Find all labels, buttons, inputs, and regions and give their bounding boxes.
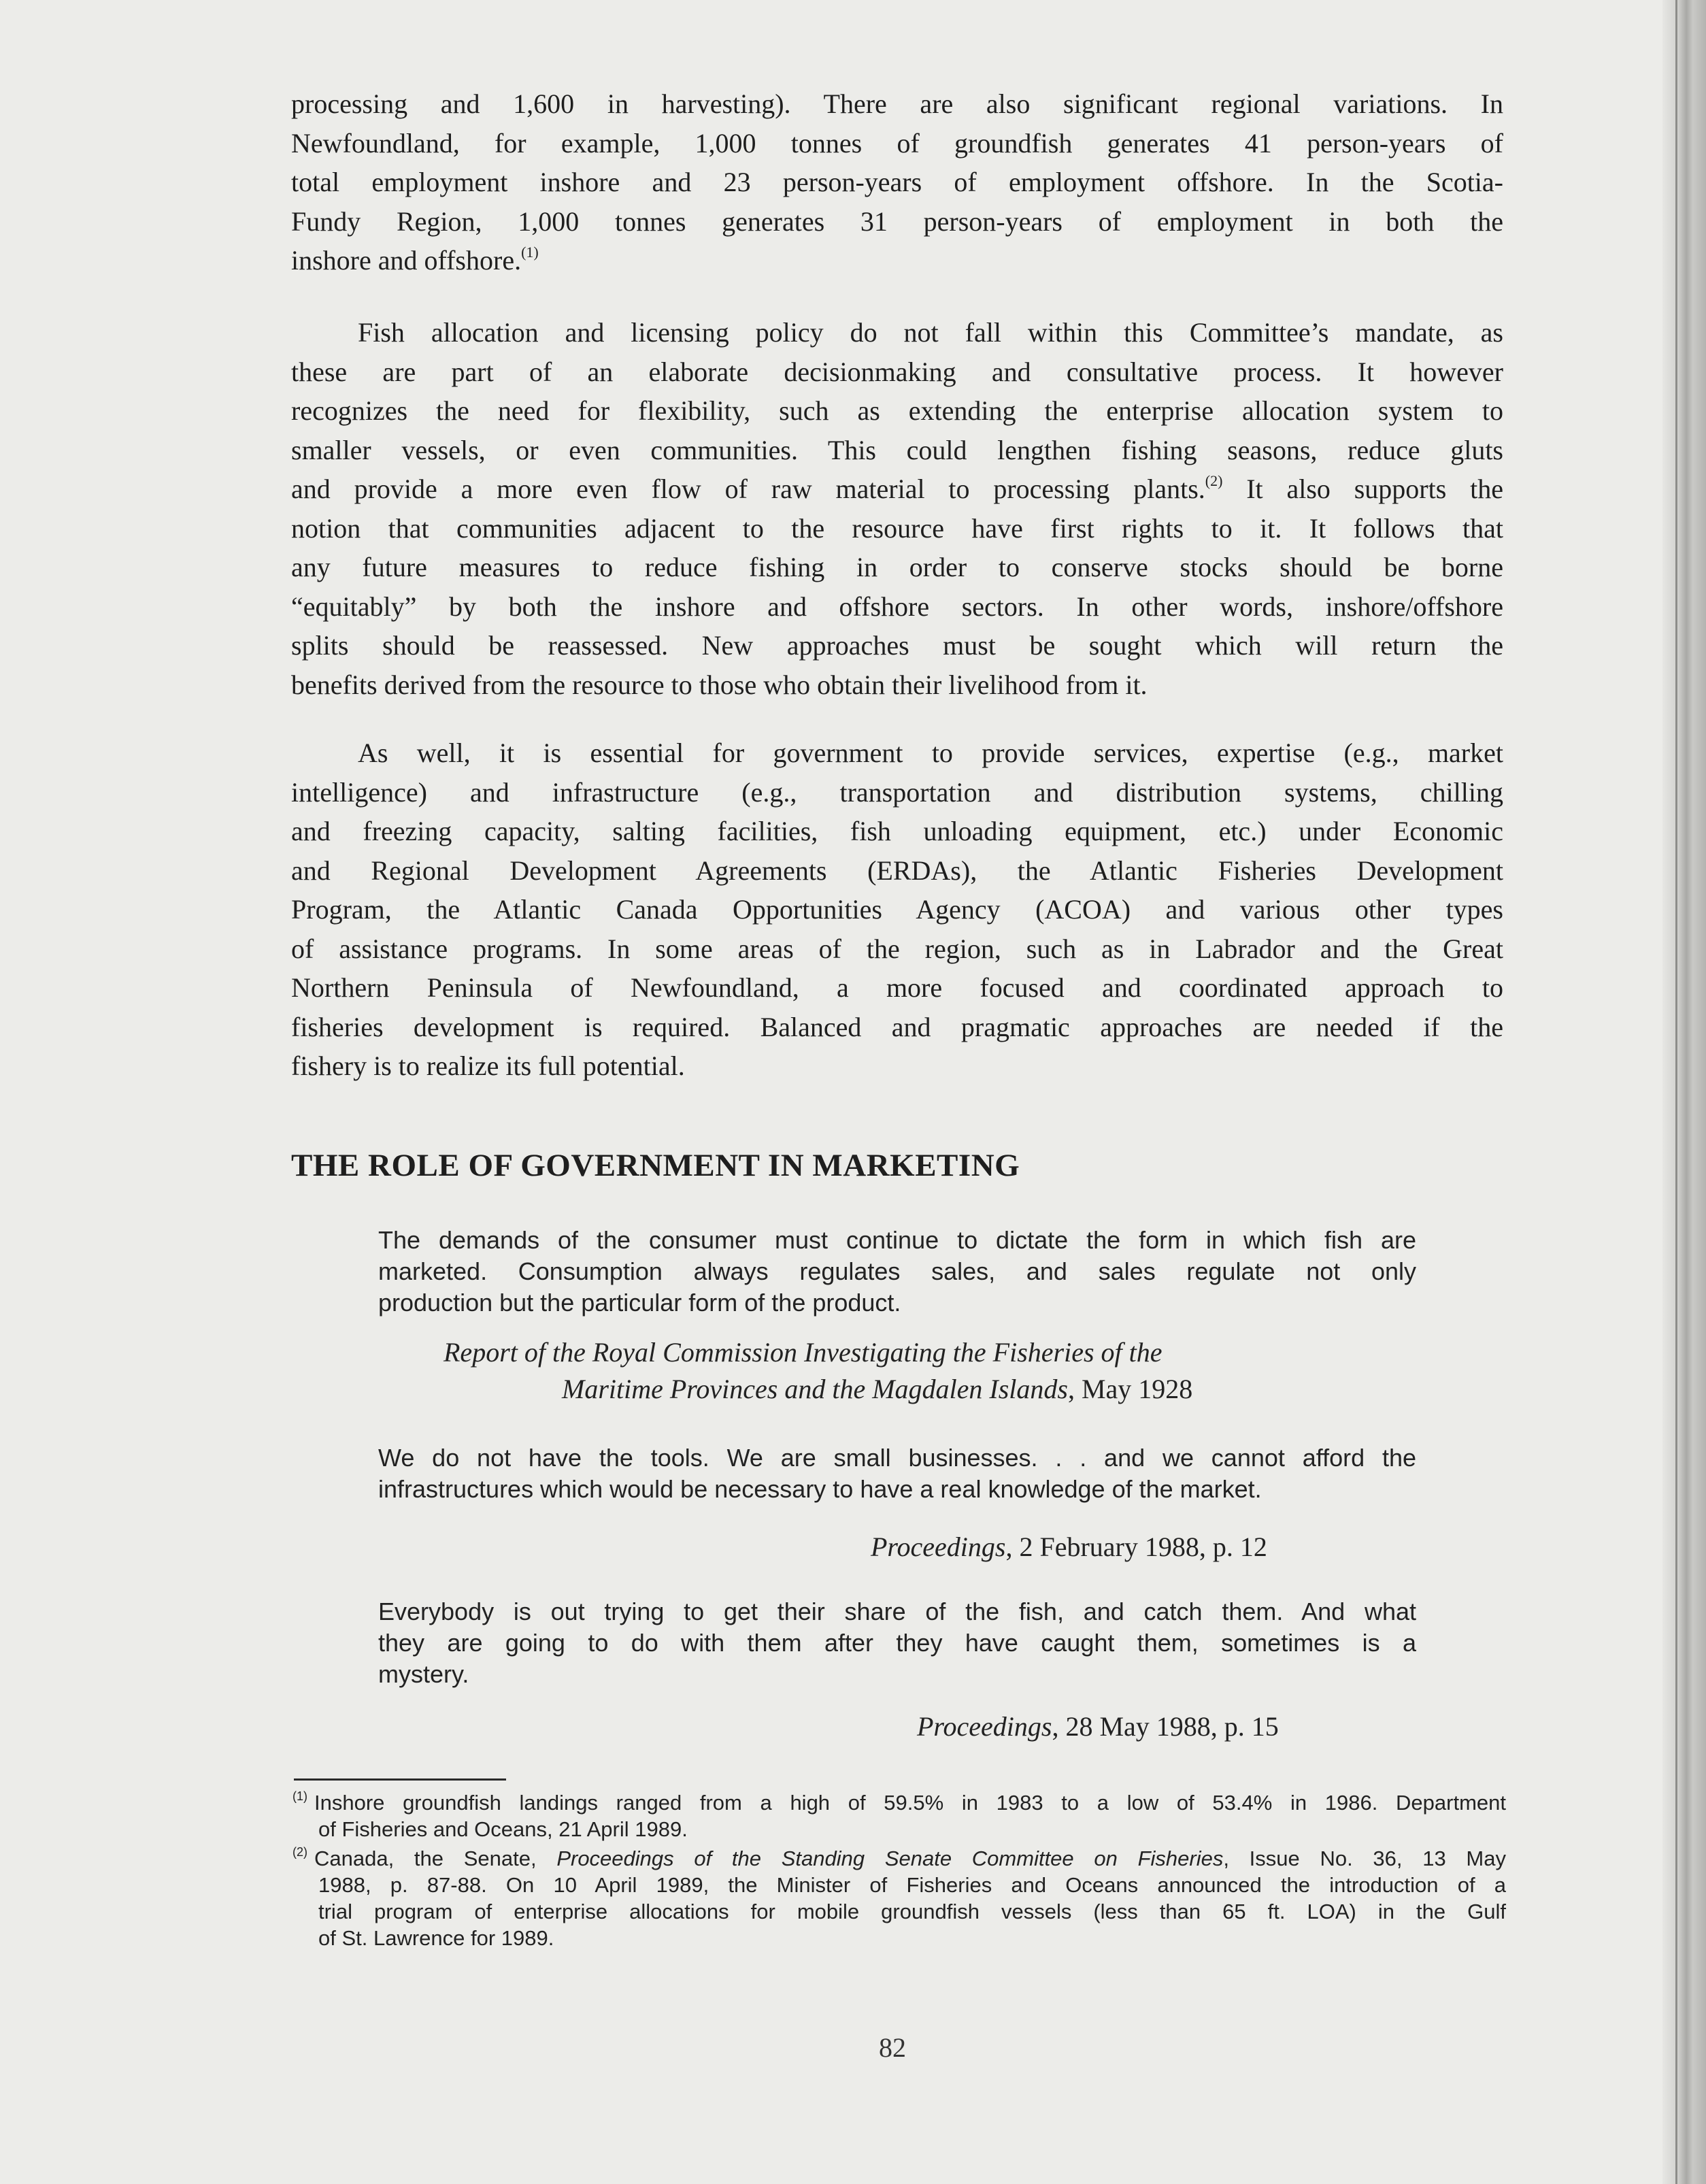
quote-proceedings-february xyxy=(378,1442,1416,1505)
text-line: intelligence) and infrastructure (e.g., transportation and distribution systems, chilling xyxy=(291,776,1503,808)
text-line: trial program of enterprise allocations for mobile groundfish vessels (less than 65 ft. LOA) in the Gulf xyxy=(318,1900,1506,1923)
text-line: smaller vessels, or even communities. This could lengthen fishing seasons, reduce gluts xyxy=(291,434,1503,465)
footnote-mark: (1) xyxy=(292,1789,307,1803)
cited-publication: Proceedings of the Standing Senate Committee on Fisheries xyxy=(556,1847,1224,1870)
text-line-content: Inshore groundfish landings ranged from a high of 59.5% in 1983 to a low of 53.4% in 1986. Department xyxy=(314,1791,1506,1815)
footnote-divider xyxy=(294,1778,506,1781)
text-line xyxy=(291,469,1503,509)
text-line-content: It also supports the xyxy=(1222,474,1503,504)
footnote-mark: (2) xyxy=(292,1845,307,1859)
text-line: they are going to do with them after they have caught them, sometimes is a xyxy=(378,1629,1416,1657)
text-line: of assistance programs. In some areas of the region, such as in Labrador and the Great xyxy=(291,933,1503,964)
text-line: The demands of the consumer must continue to dictate the form in which fish are xyxy=(378,1226,1416,1254)
source-title: Report of the Royal Commission Investigating the Fisheries of the xyxy=(444,1337,1163,1368)
text-line-content: Canada, the Senate, xyxy=(314,1847,557,1870)
footnote-1 xyxy=(292,1789,1506,1842)
section-heading: THE ROLE OF GOVERNMENT IN MARKETING xyxy=(291,1148,1020,1183)
text-line: As well, it is essential for government to provide services, expertise (e.g., market xyxy=(358,738,1503,768)
source-date: , May 1928 xyxy=(1067,1374,1193,1404)
text-line: Fundy Region, 1,000 tonnes generates 31 person-years of employment in both the xyxy=(291,205,1503,237)
text-line: recognizes the need for flexibility, such as extending the enterprise allocation system to xyxy=(291,395,1503,426)
source-title: Maritime Provinces and the Magdalen Islands xyxy=(562,1374,1068,1404)
text-line: production but the particular form of the product. xyxy=(378,1289,901,1317)
text-line: Fish allocation and licensing policy do not fall within this Committee’s mandate, as xyxy=(358,317,1503,348)
text-line: mystery. xyxy=(378,1660,469,1688)
footnote-2 xyxy=(292,1845,1506,1951)
text-line: any future measures to reduce fishing in order to conserve stocks should be borne xyxy=(291,552,1503,582)
quote-source-line xyxy=(871,1529,1267,1565)
quote-proceedings-may xyxy=(378,1596,1416,1690)
text-line: fishery is to realize its full potential. xyxy=(291,1050,685,1081)
source-date: , 2 February 1988, p. 12 xyxy=(1005,1532,1267,1562)
page-number: 82 xyxy=(879,2032,906,2063)
quote-source-line xyxy=(917,1709,1279,1744)
text-line: and Regional Development Agreements (ERDAs), the Atlantic Fisheries Development xyxy=(291,855,1503,886)
text-line xyxy=(292,1845,1506,1872)
text-line: benefits derived from the resource to those who obtain their livelihood from it. xyxy=(291,669,1148,700)
source-date: , 28 May 1988, p. 15 xyxy=(1052,1711,1279,1742)
text-line: splits should be reassessed. New approaches must be sought which will return the xyxy=(291,630,1503,661)
text-line: Everybody is out trying to get their share of the fish, and catch them. And what xyxy=(378,1598,1416,1625)
text-line: Newfoundland, for example, 1,000 tonnes of groundfish generates 41 person-years of xyxy=(291,127,1503,159)
text-line-content: and provide a more even flow of raw material to processing plants. xyxy=(291,474,1205,504)
text-line: “equitably” by both the inshore and offshore sectors. In other words, inshore/offshore xyxy=(291,591,1503,622)
book-binding-line xyxy=(1675,0,1677,2184)
text-line: total employment inshore and 23 person-years of employment offshore. In the Scotia- xyxy=(291,167,1503,197)
footnote-reference-2: (2) xyxy=(1205,472,1223,489)
footnote-reference-1: (1) xyxy=(521,244,539,261)
text-line: of St. Lawrence for 1989. xyxy=(318,1926,554,1950)
text-line: Northern Peninsula of Newfoundland, a more focused and coordinated approach to xyxy=(291,972,1503,1003)
text-line: We do not have the tools. We are small businesses. . . and we cannot afford the xyxy=(378,1444,1416,1472)
book-binding-edge xyxy=(1662,0,1706,2184)
text-line: marketed. Consumption always regulates sales, and sales regulate not only xyxy=(378,1257,1416,1285)
text-line: notion that communities adjacent to the resource have first rights to it. It follows that xyxy=(291,512,1503,544)
text-line: 1988, p. 87-88. On 10 April 1989, the Minister of Fisheries and Oceans announced the introduction of a xyxy=(318,1873,1506,1897)
text-line: processing and 1,600 in harvesting). There are also significant regional variations. In xyxy=(291,88,1503,119)
text-line: these are part of an elaborate decisionmaking and consultative process. It however xyxy=(291,356,1503,387)
paragraph-employment xyxy=(291,84,1503,280)
text-line: Program, the Atlantic Canada Opportunities Agency (ACOA) and various other types xyxy=(291,894,1503,925)
text-line xyxy=(291,241,1503,280)
text-line-content: inshore and offshore. xyxy=(291,245,522,276)
source-title: Proceedings xyxy=(871,1532,1006,1562)
text-line xyxy=(292,1789,1506,1816)
text-line: and freezing capacity, salting facilities, fish unloading equipment, etc.) under Economic xyxy=(291,816,1503,846)
quote-source-line xyxy=(562,1372,1192,1407)
paragraph-allocation xyxy=(291,313,1503,704)
quote-royal-commission xyxy=(378,1225,1416,1319)
text-line: of Fisheries and Oceans, 21 April 1989. xyxy=(318,1817,688,1841)
quote-source-line xyxy=(444,1335,1163,1370)
source-title: Proceedings xyxy=(917,1711,1052,1742)
text-line: fisheries development is required. Balanced and pragmatic approaches are needed if the xyxy=(291,1011,1503,1042)
text-line: infrastructures which would be necessary to have a real knowledge of the market. xyxy=(378,1475,1262,1503)
text-line-content: , Issue No. 36, 13 May xyxy=(1223,1847,1506,1870)
paragraph-government-services xyxy=(291,733,1503,1086)
